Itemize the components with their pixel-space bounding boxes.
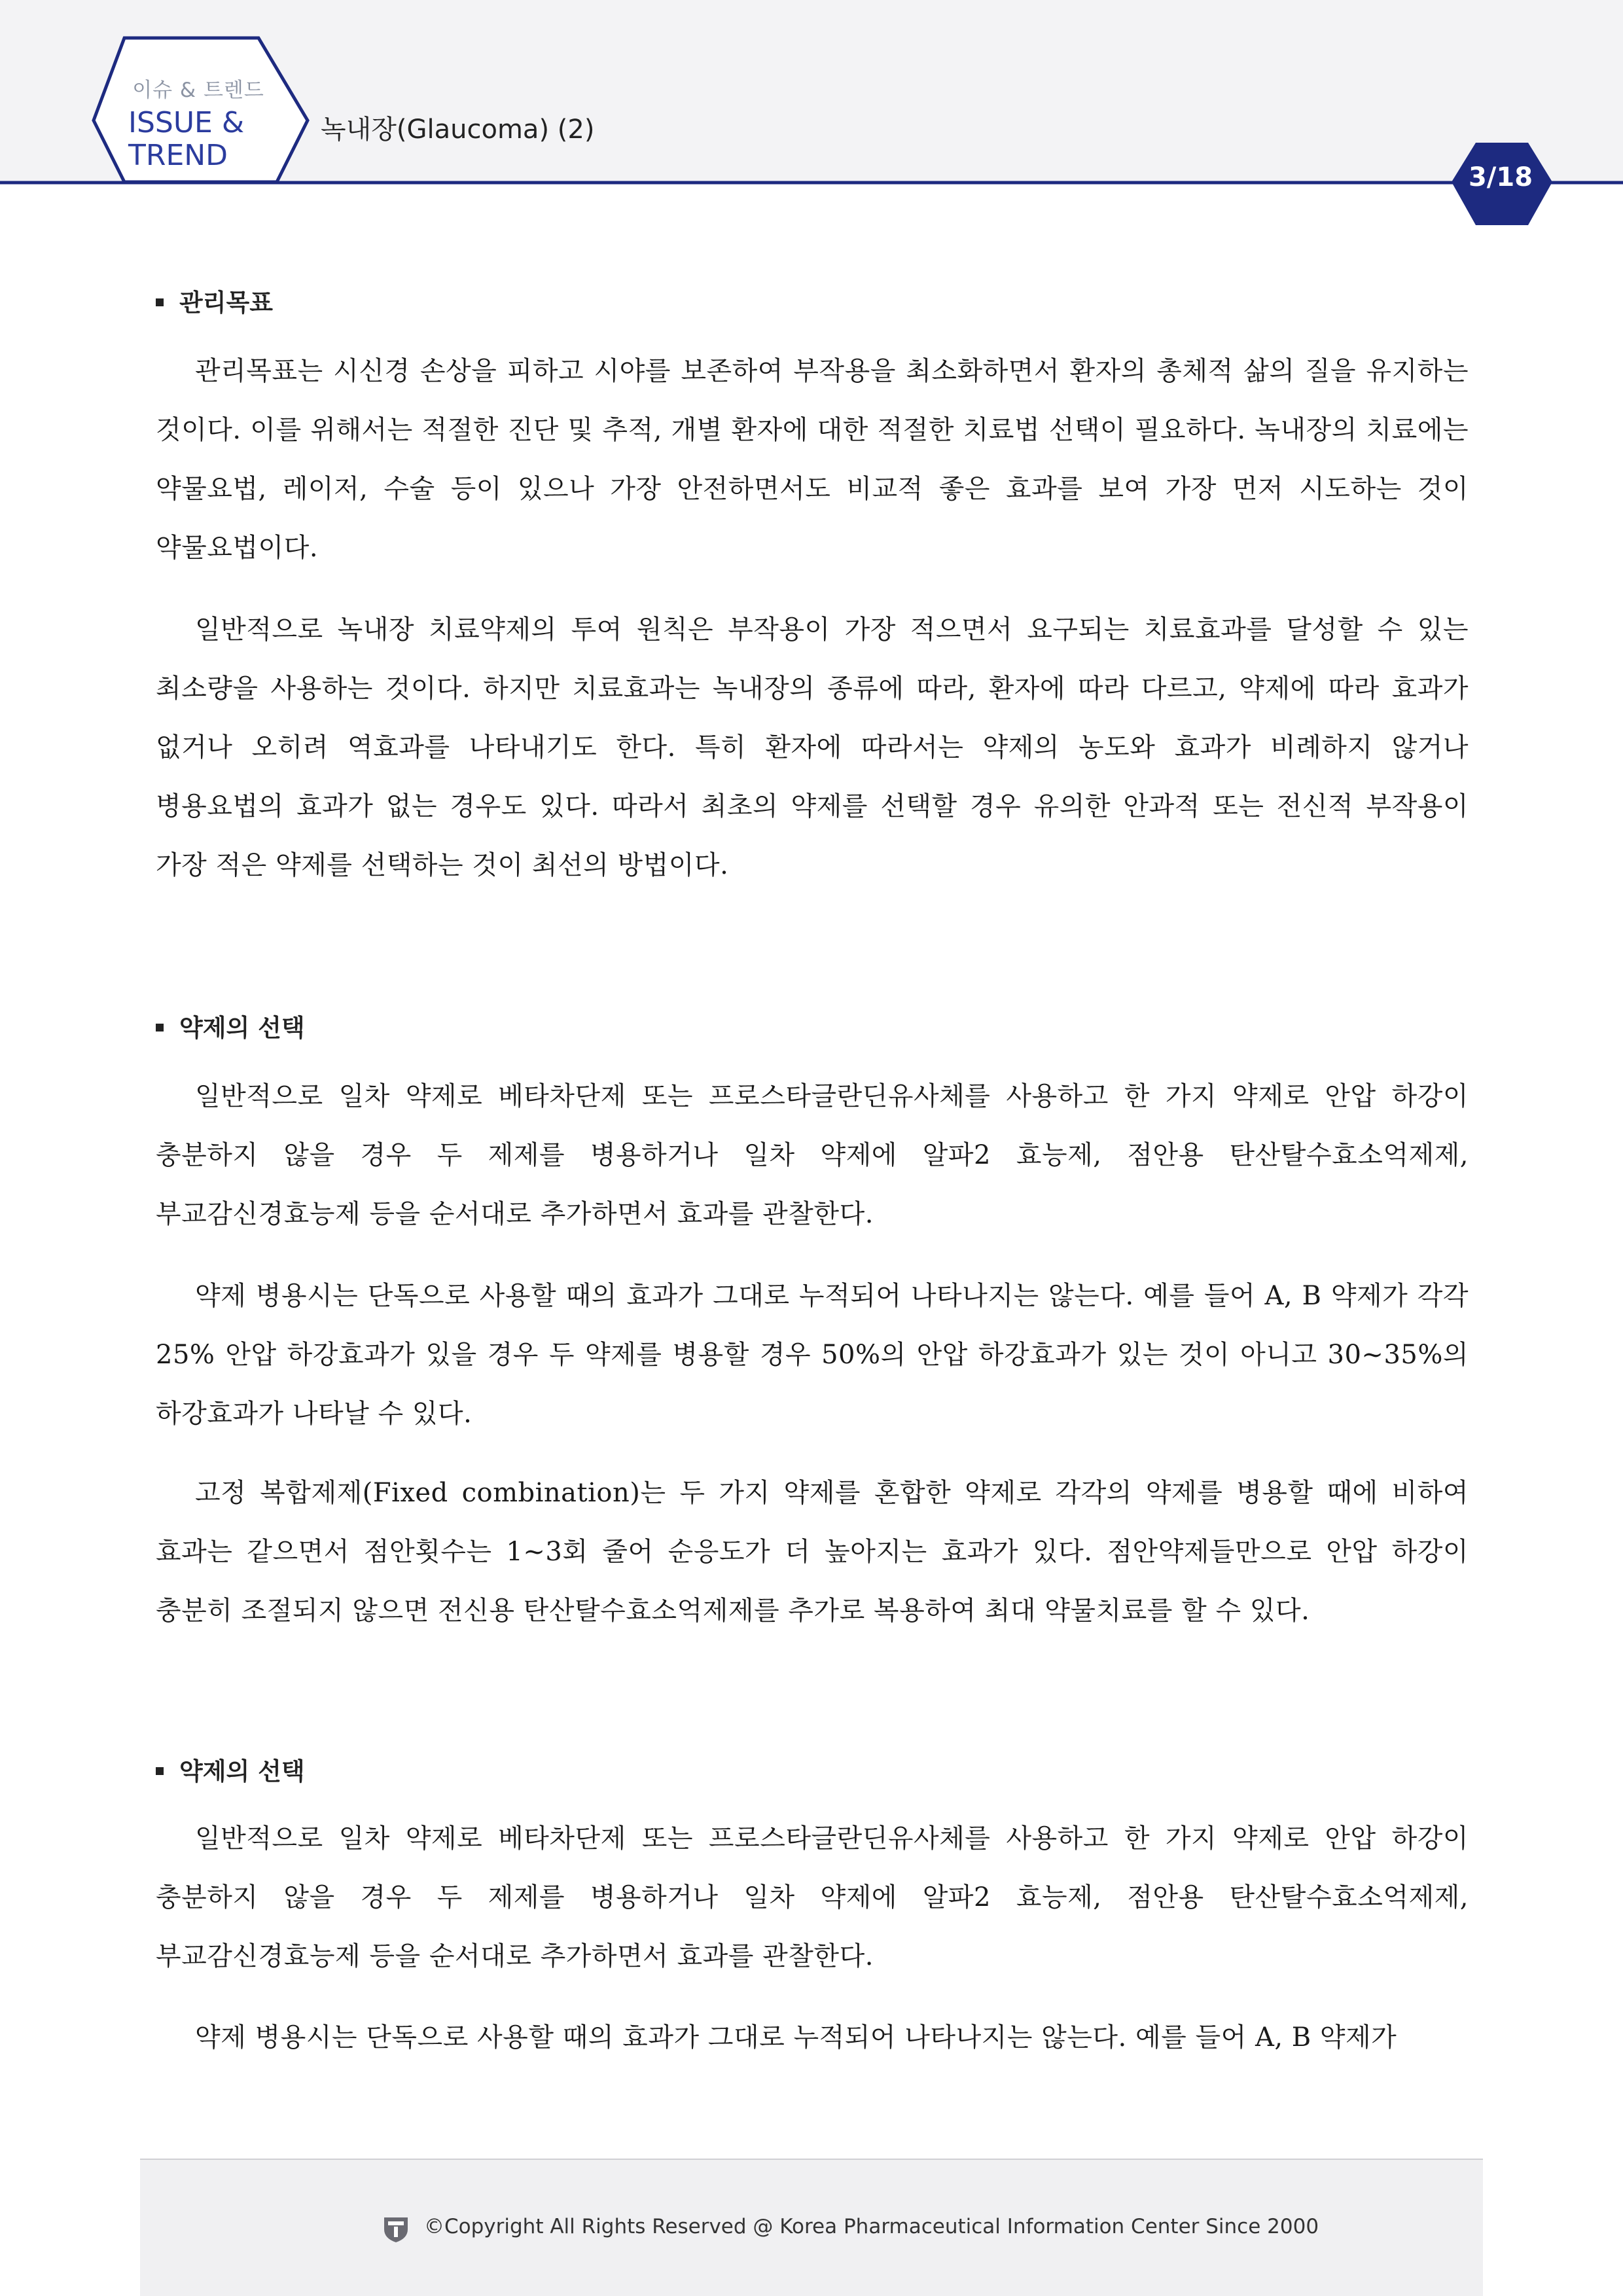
paragraph: 고정 복합제제(Fixed combination)는 두 가지 약제를 혼합한 약제로 각각의 약제를 병용할 때에 비하여 효과는 같으면서 점안횟수는 1~3회 줄어 순응도가 더 높아지는 효과가 있다. 점안약제들만으로 안압 하강이 충분히 조절되지 않으면 전신용 탄산탈수효소억제제를 추가로 복용하여 최대 약물치료를 할 수 있다. bbox=[156, 1478, 1469, 1626]
footer-copyright: ©Copyright All Rights Reserved @ Korea Pharmaceutical Information Center Since 2000 bbox=[424, 2215, 1319, 2238]
paragraph: 약제 병용시는 단독으로 사용할 때의 효과가 그대로 누적되어 나타나지는 않는다. 예를 들어 A, B 약제가 각각 25% 안압 하강효과가 있을 경우 두 약제를 병용할 경우 50%의 안압 하강효과가 있는 것이 아니고 30~35%의 하강효과가 나타날 수 있다. bbox=[156, 1281, 1469, 1429]
section-title-drug-selection-2: 약제의 선택 bbox=[156, 1751, 305, 1787]
paragraph: 약제 병용시는 단독으로 사용할 때의 효과가 그대로 누적되어 나타나지는 않는다. 예를 들어 A, B 약제가 bbox=[195, 2022, 1397, 2053]
logo-issue: ISSUE & bbox=[128, 106, 245, 139]
paragraph: 일반적으로 녹내장 치료약제의 투여 원칙은 부작용이 가장 적으면서 요구되는 치료효과를 달성할 수 있는 최소량을 사용하는 것이다. 하지만 치료효과는 녹내장의 종류에 따라, 환자에 따라 다르고, 약제에 따라 효과가 없거나 오히려 역효과를 나타내기도 한다. 특히 환자에 따라서는 약제의 농도와 효과가 비례하지 않거나 병용요법의 효과가 없는 경우도 있다. 따라서 최초의 약제를 선택할 경우 유의한 안과적 또는 전신적 부작용이 가장 적은 약제를 선택하는 것이 최선의 방법이다. bbox=[156, 615, 1469, 880]
page-number: 3/18 bbox=[1468, 162, 1533, 192]
square-bullet-icon bbox=[156, 298, 164, 306]
paragraph: 일반적으로 일차 약제로 베타차단제 또는 프로스타글란딘유사체를 사용하고 한 가지 약제로 안압 하강이 충분하지 않을 경우 두 제제를 병용하거나 일차 약제에 알파2 효능제, 점안용 탄산탈수효소억제제, 부교감신경효능제 등을 순서대로 추가하면서 효과를 관찰한다. bbox=[156, 1081, 1469, 1229]
square-bullet-icon bbox=[156, 1767, 164, 1775]
header-title: 녹내장(Glaucoma) (2) bbox=[321, 115, 595, 145]
square-bullet-icon bbox=[156, 1024, 164, 1031]
footer-divider bbox=[140, 2159, 1483, 2160]
paragraph: 일반적으로 일차 약제로 베타차단제 또는 프로스타글란딘유사체를 사용하고 한 가지 약제로 안압 하강이 충분하지 않을 경우 두 제제를 병용하거나 일차 약제에 알파2 효능제, 점안용 탄산탈수효소억제제, 부교감신경효능제 등을 순서대로 추가하면서 효과를 관찰한다. bbox=[156, 1823, 1469, 1971]
logo-trend: TREND bbox=[128, 139, 228, 172]
logo-subtitle: 이슈 & 트렌드 bbox=[132, 79, 264, 102]
paragraph: 관리목표는 시신경 손상을 피하고 시야를 보존하여 부작용을 최소화하면서 환자의 총체적 삶의 질을 유지하는 것이다. 이를 위해서는 적절한 진단 및 추적, 개별 환자에 대한 적절한 치료법 선택이 필요하다. 녹내장의 치료에는 약물요법, 레이저, 수술 등이 있으나 가장 안전하면서도 비교적 좋은 효과를 보여 가장 먼저 시도하는 것이 약물요법이다. bbox=[156, 356, 1469, 563]
section-title-drug-selection: 약제의 선택 bbox=[156, 1008, 305, 1043]
shield-icon bbox=[383, 2215, 409, 2244]
section-title-management-goal: 관리목표 bbox=[156, 283, 273, 318]
